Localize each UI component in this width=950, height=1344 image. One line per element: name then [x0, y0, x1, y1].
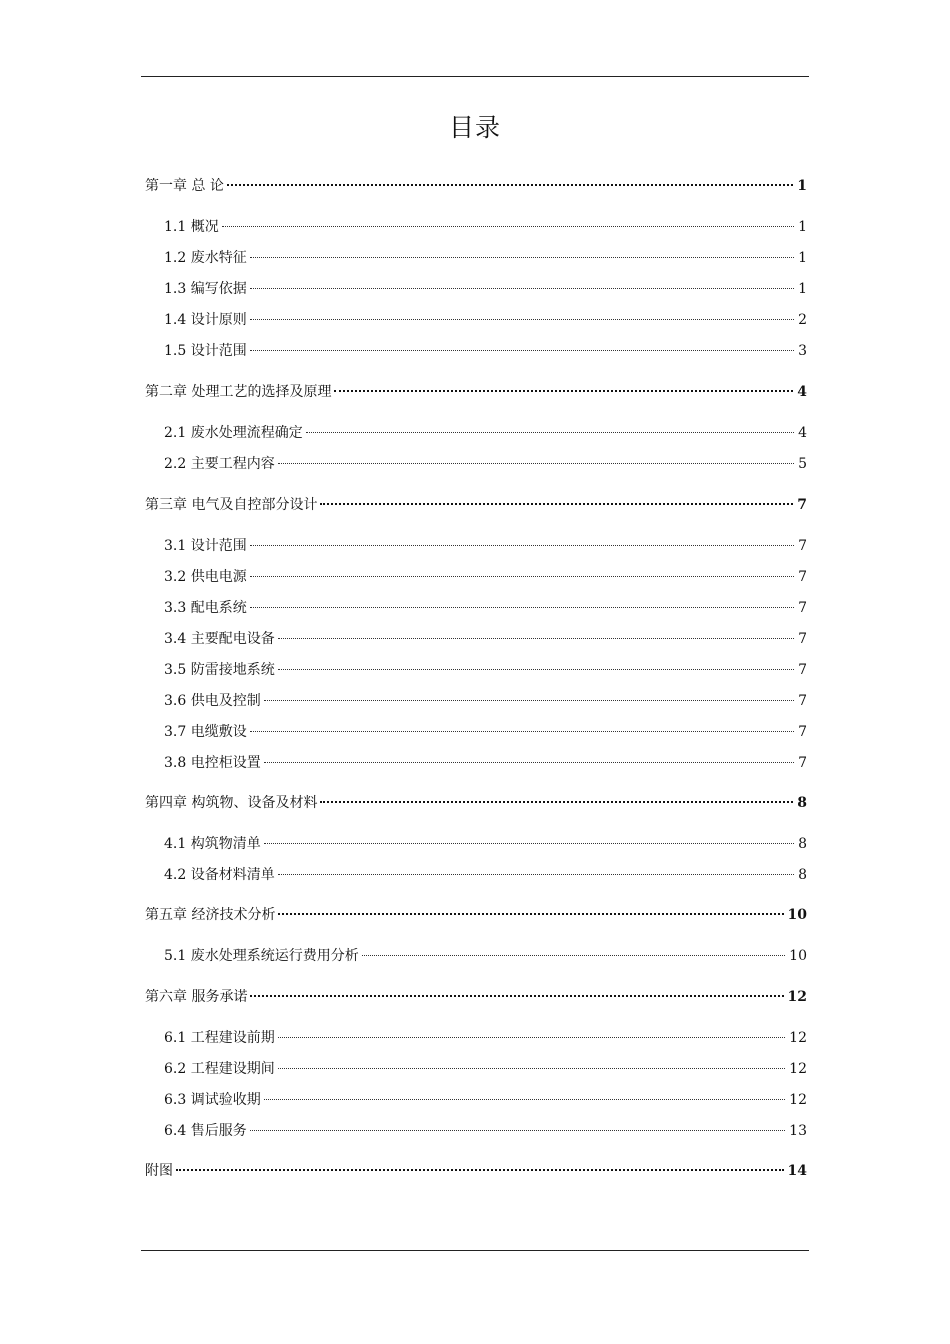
toc-entry-label: 1.5 设计范围: [164, 343, 247, 359]
toc-entry-label: 6.1 工程建设前期: [164, 1030, 275, 1046]
toc-entry[interactable]: [164, 630, 807, 648]
toc-entry[interactable]: [145, 496, 807, 514]
toc-entry[interactable]: [145, 906, 807, 924]
leader-dots: [250, 995, 783, 997]
header-rule: [141, 76, 809, 77]
toc-entry-label: 1.3 编写依据: [164, 281, 247, 297]
toc-entry-page: 1: [798, 219, 807, 235]
toc-entry[interactable]: [164, 599, 807, 617]
toc-entry-page: 12: [789, 1030, 807, 1046]
toc-entry[interactable]: [164, 1091, 807, 1109]
toc-entry[interactable]: [145, 177, 807, 195]
toc-entry[interactable]: [145, 794, 807, 812]
toc-entry-page: 12: [787, 989, 807, 1005]
toc-entry-label: 1.2 废水特征: [164, 250, 247, 266]
toc-entry[interactable]: [164, 835, 807, 853]
leader-dots: [278, 638, 794, 639]
toc-entry-label: 3.7 电缆敷设: [164, 724, 247, 740]
toc-entry-page: 5: [798, 456, 807, 472]
leader-dots: [250, 1130, 785, 1131]
toc-entry[interactable]: [164, 424, 807, 442]
leader-dots: [320, 801, 793, 803]
leader-dots: [250, 545, 794, 546]
toc-entry-page: 1: [798, 281, 807, 297]
leader-dots: [278, 874, 794, 875]
toc-entry-page: 12: [789, 1092, 807, 1108]
leader-dots: [334, 390, 793, 392]
leader-dots: [250, 731, 794, 732]
toc-entry[interactable]: [164, 866, 807, 884]
toc-entry[interactable]: [164, 280, 807, 298]
toc-entry-label: 1.1 概况: [164, 219, 219, 235]
toc-entry-label: 第三章 电气及自控部分设计: [145, 497, 318, 513]
toc-entry-page: 3: [798, 343, 807, 359]
toc-entry[interactable]: [164, 342, 807, 360]
leader-dots: [222, 226, 794, 227]
leader-dots: [306, 432, 794, 433]
toc-entry[interactable]: [164, 568, 807, 586]
toc-entry-label: 2.1 废水处理流程确定: [164, 425, 303, 441]
toc-entry-label: 3.8 电控柜设置: [164, 755, 261, 771]
leader-dots: [278, 1037, 785, 1038]
leader-dots: [278, 463, 794, 464]
toc-entry-label: 3.2 供电电源: [164, 569, 247, 585]
toc-entry-page: 8: [797, 795, 807, 811]
leader-dots: [278, 913, 783, 915]
leader-dots: [227, 184, 793, 186]
toc-entry-page: 1: [797, 178, 807, 194]
toc-entry-label: 3.4 主要配电设备: [164, 631, 275, 647]
toc-entry-label: 1.4 设计原则: [164, 312, 247, 328]
leader-dots: [250, 607, 794, 608]
toc-entry-page: 12: [789, 1061, 807, 1077]
toc-entry[interactable]: [164, 1122, 807, 1140]
leader-dots: [250, 576, 794, 577]
toc-entry[interactable]: [164, 1060, 807, 1078]
toc-entry-page: 14: [787, 1163, 807, 1179]
toc-entry-page: 2: [798, 312, 807, 328]
toc-entry-page: 7: [798, 693, 807, 709]
leader-dots: [250, 350, 794, 351]
toc-entry[interactable]: [164, 1029, 807, 1047]
leader-dots: [264, 762, 794, 763]
toc-entry[interactable]: [164, 537, 807, 555]
leader-dots: [250, 257, 794, 258]
toc-entry-label: 4.2 设备材料清单: [164, 867, 275, 883]
toc-entry-label: 3.1 设计范围: [164, 538, 247, 554]
toc-entry-label: 第五章 经济技术分析: [145, 907, 276, 923]
leader-dots: [264, 700, 794, 701]
toc-entry-page: 1: [798, 250, 807, 266]
toc-entry[interactable]: [164, 249, 807, 267]
leader-dots: [250, 319, 794, 320]
leader-dots: [278, 669, 794, 670]
leader-dots: [362, 955, 785, 956]
toc-entry-label: 3.5 防雷接地系统: [164, 662, 275, 678]
leader-dots: [250, 288, 794, 289]
toc-entry-page: 4: [797, 384, 807, 400]
toc-entry-page: 13: [789, 1123, 807, 1139]
toc-entry[interactable]: [145, 1162, 807, 1180]
toc-entry-label: 6.3 调试验收期: [164, 1092, 261, 1108]
leader-dots: [176, 1169, 784, 1171]
toc-entry[interactable]: [164, 311, 807, 329]
toc-entry[interactable]: [164, 455, 807, 473]
toc-title: 目录: [448, 113, 501, 142]
leader-dots: [320, 503, 793, 505]
toc-entry-page: 7: [798, 662, 807, 678]
toc-entry-page: 7: [798, 631, 807, 647]
toc-entry-label: 5.1 废水处理系统运行费用分析: [164, 948, 359, 964]
toc-entry[interactable]: [164, 947, 807, 965]
toc-entry[interactable]: [164, 218, 807, 236]
toc-entry-page: 7: [797, 497, 807, 513]
toc-entry-label: 3.3 配电系统: [164, 600, 247, 616]
toc-entry[interactable]: [145, 383, 807, 401]
toc-entry-label: 6.4 售后服务: [164, 1123, 247, 1139]
toc-entry-page: 7: [798, 755, 807, 771]
toc-entry-label: 2.2 主要工程内容: [164, 456, 275, 472]
toc-entry[interactable]: [145, 988, 807, 1006]
toc-entry-page: 10: [789, 948, 807, 964]
toc-entry-page: 7: [798, 569, 807, 585]
toc-entry[interactable]: [164, 692, 807, 710]
toc-entry-page: 10: [787, 907, 807, 923]
leader-dots: [264, 1099, 785, 1100]
toc-entry-page: 4: [798, 425, 807, 441]
toc-entry-label: 第二章 处理工艺的选择及原理: [145, 384, 332, 400]
toc-entry-page: 7: [798, 724, 807, 740]
toc-entry-label: 第一章 总 论: [145, 178, 224, 194]
leader-dots: [264, 843, 794, 844]
toc-entry-page: 8: [798, 836, 807, 852]
leader-dots: [278, 1068, 785, 1069]
toc-entry-page: 7: [798, 538, 807, 554]
toc-entry[interactable]: [164, 754, 807, 772]
toc-entry-label: 4.1 构筑物清单: [164, 836, 261, 852]
toc-entry[interactable]: [164, 723, 807, 741]
toc-entry-label: 6.2 工程建设期间: [164, 1061, 275, 1077]
toc-entry[interactable]: [164, 661, 807, 679]
toc-entry-page: 7: [798, 600, 807, 616]
toc-entry-page: 8: [798, 867, 807, 883]
toc-entry-label: 附图: [145, 1163, 173, 1179]
toc-entry-label: 第四章 构筑物、设备及材料: [145, 795, 318, 811]
toc-entry-label: 第六章 服务承诺: [145, 989, 248, 1005]
toc-entry-label: 3.6 供电及控制: [164, 693, 261, 709]
footer-rule: [141, 1250, 809, 1251]
